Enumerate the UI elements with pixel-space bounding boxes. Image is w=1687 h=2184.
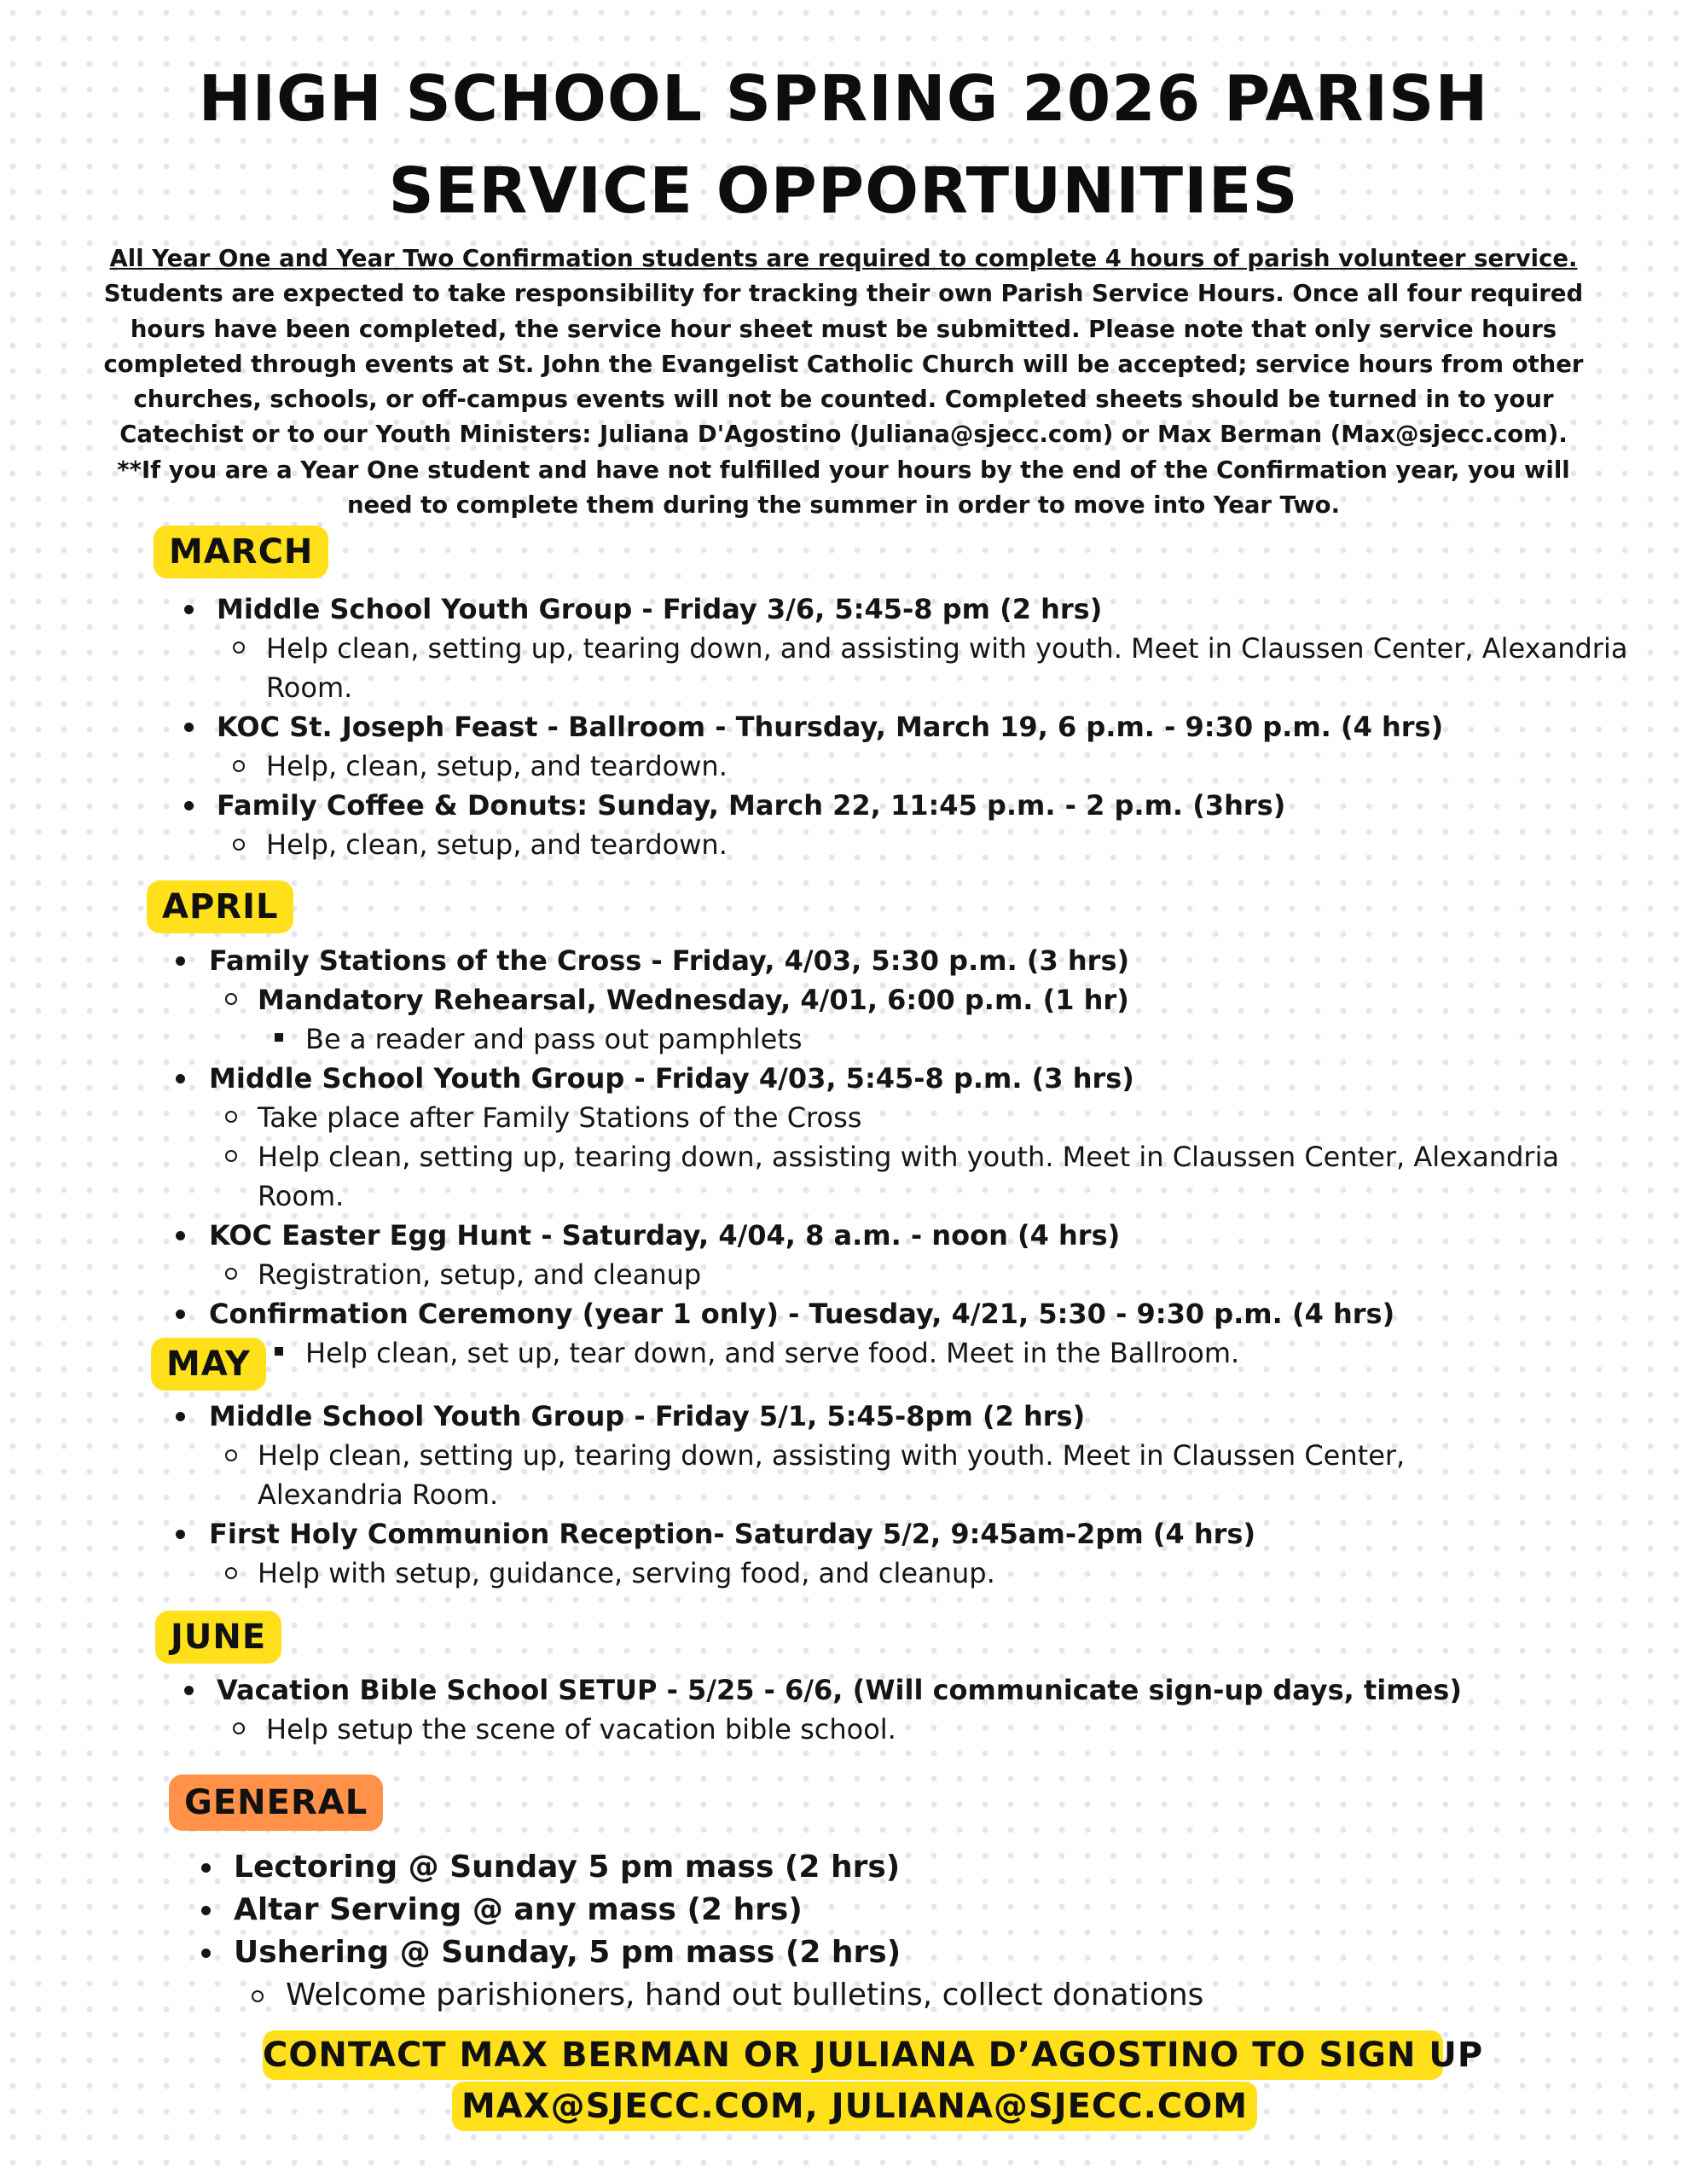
- bullet-disc: [184, 1686, 194, 1695]
- bullet-disc: [201, 1906, 211, 1915]
- intro-note: **If you are a Year One student and have not fulfilled your hours by the end of the Confirmation year, you will need to complete them during the summer in order to move into Year Two.: [117, 456, 1570, 520]
- month-label-may: MAY: [151, 1338, 266, 1391]
- event-title: Vacation Bible School SETUP - 5/25 - 6/6, (Will communicate sign-up days, times): [217, 1674, 1462, 1706]
- event-detail: Help, clean, setup, and teardown.: [266, 828, 728, 861]
- bullet-disc: [184, 801, 194, 810]
- general-item: Altar Serving @ any mass (2 hrs): [234, 1892, 803, 1927]
- event-title: Confirmation Ceremony (year 1 only) - Tuesday, 4/21, 5:30 - 9:30 p.m. (4 hrs): [209, 1298, 1395, 1330]
- contact-banner-line-2: MAX@SJECC.COM, JULIANA@SJECC.COM: [452, 2082, 1257, 2131]
- event-detail: Help clean, set up, tear down, and serve food. Meet in the Ballroom.: [305, 1337, 1240, 1369]
- bullet-circle: [225, 1150, 237, 1162]
- intro-paragraph: Students are expected to take responsibility for tracking their own Parish Service Hours. Once all four required hours have been completed, the service hour sheet must be submitted. Please note that only service hours completed through events at St. John the Evangelist Catholic Church will be accepted; service hours from other churches, schools, or off-campus events will not be counted. Completed sheets should be turned in to your Catechist or to our Youth Ministers: Juliana D'Agostino (Juliana@sjecc.com) or Max Berman (Max@sjecc.com).: [103, 280, 1584, 449]
- event-subtitle: Mandatory Rehearsal, Wednesday, 4/01, 6:00 p.m. (1 hr): [258, 984, 1129, 1016]
- bullet-circle: [233, 760, 245, 772]
- bullet-circle: [225, 1567, 237, 1579]
- event-detail: Help setup the scene of vacation bible school.: [266, 1713, 896, 1745]
- bullet-circle: [225, 1449, 237, 1461]
- bullet-square: [275, 1033, 283, 1042]
- bullet-disc: [184, 605, 194, 614]
- general-item: Lectoring @ Sunday 5 pm mass (2 hrs): [234, 1850, 901, 1885]
- event-detail: Help clean, setting up, tearing down, assisting with youth. Meet in Claussen Center, Alexandria Room.: [258, 1439, 1406, 1511]
- event-detail: Help clean, setting up, tearing down, assisting with youth. Meet in Claussen Center, Alexandria Room.: [258, 1141, 1560, 1212]
- event-detail: Help, clean, setup, and teardown.: [266, 750, 728, 782]
- month-label-june: JUNE: [155, 1611, 281, 1664]
- bullet-circle: [225, 1111, 237, 1123]
- bullet-disc: [176, 1412, 185, 1421]
- bullet-circle: [225, 1268, 237, 1280]
- event-title: Middle School Youth Group - Friday 3/6, 5:45-8 pm (2 hrs): [217, 593, 1103, 625]
- title-line-1: HIGH SCHOOL SPRING 2026 PARISH: [198, 62, 1489, 136]
- bullet-circle: [233, 1722, 245, 1734]
- bullet-disc: [176, 1074, 185, 1083]
- bullet-disc: [184, 723, 194, 732]
- event-title: Family Coffee & Donuts: Sunday, March 22, 11:45 p.m. - 2 p.m. (3hrs): [217, 789, 1286, 822]
- bullet-square: [275, 1347, 283, 1356]
- event-detail: Help with setup, guidance, serving food, and cleanup.: [258, 1557, 995, 1589]
- month-label-april: APRIL: [147, 880, 293, 933]
- bullet-disc: [176, 1231, 185, 1240]
- intro-requirement: All Year One and Year Two Confirmation students are required to complete 4 hours of parish volunteer service.: [109, 245, 1578, 272]
- event-title: Middle School Youth Group - Friday 5/1, 5:45-8pm (2 hrs): [209, 1400, 1086, 1432]
- title-line-2: SERVICE OPPORTUNITIES: [388, 154, 1299, 228]
- event-detail: Registration, setup, and cleanup: [258, 1258, 702, 1291]
- bullet-disc: [201, 1863, 211, 1873]
- bullet-disc: [176, 956, 185, 966]
- event-title: Family Stations of the Cross - Friday, 4/03, 5:30 p.m. (3 hrs): [209, 944, 1130, 977]
- event-title: KOC Easter Egg Hunt - Saturday, 4/04, 8 a.m. - noon (4 hrs): [209, 1219, 1121, 1252]
- general-item: Ushering @ Sunday, 5 pm mass (2 hrs): [234, 1935, 901, 1970]
- event-title: First Holy Communion Reception- Saturday 5/2, 9:45am-2pm (4 hrs): [209, 1518, 1256, 1550]
- event-detail: Be a reader and pass out pamphlets: [305, 1023, 803, 1055]
- event-title: KOC St. Joseph Feast - Ballroom - Thursday, March 19, 6 p.m. - 9:30 p.m. (4 hrs): [217, 711, 1444, 743]
- bullet-circle: [252, 1990, 264, 2002]
- bullet-circle: [233, 839, 245, 851]
- intro-text: [102, 241, 1585, 523]
- bullet-disc: [176, 1310, 185, 1319]
- bullet-disc: [201, 1949, 211, 1958]
- event-detail: Help clean, setting up, tearing down, and assisting with youth. Meet in Claussen Center, Alexandria Room.: [266, 632, 1628, 704]
- month-label-march: MARCH: [154, 526, 328, 578]
- bullet-circle: [233, 642, 245, 653]
- event-detail: Take place after Family Stations of the Cross: [258, 1101, 862, 1134]
- general-detail: Welcome parishioners, hand out bulletins, collect donations: [286, 1978, 1204, 2013]
- bullet-disc: [176, 1530, 185, 1539]
- contact-banner-line-1: CONTACT MAX BERMAN OR JULIANA D’AGOSTINO TO SIGN UP: [263, 2030, 1443, 2080]
- event-title: Middle School Youth Group - Friday 4/03, 5:45-8 p.m. (3 hrs): [209, 1062, 1134, 1095]
- page-title: [77, 53, 1610, 237]
- section-label-general: GENERAL: [169, 1774, 383, 1831]
- bullet-circle: [225, 993, 237, 1005]
